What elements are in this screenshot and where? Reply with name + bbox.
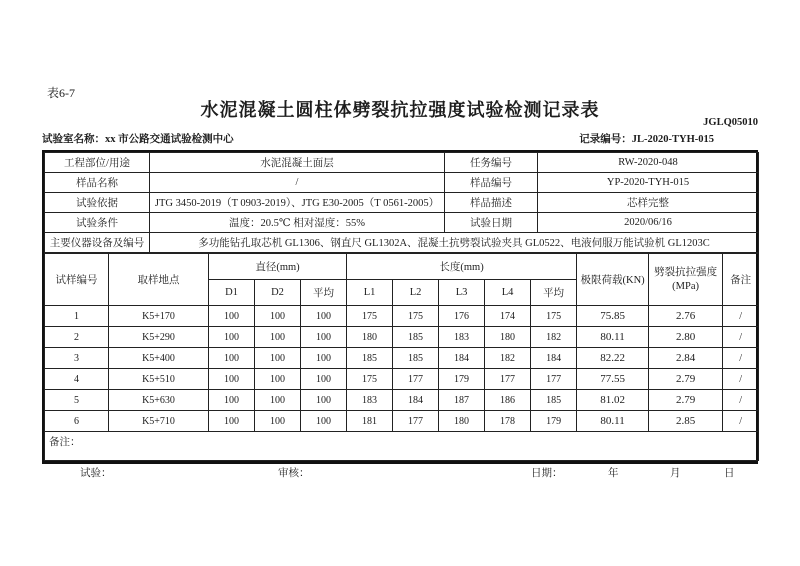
lab-record-line	[42, 131, 758, 146]
header-length-group: 长度(mm)	[347, 254, 577, 280]
table-row	[45, 369, 759, 390]
reviewer-label: 审核：	[278, 468, 310, 479]
main-table-body	[45, 306, 759, 432]
month-label: 月	[670, 468, 681, 479]
year-label: 年	[608, 468, 619, 479]
info-label-test-date: 试验日期	[445, 213, 538, 233]
cell-l3: 179	[439, 369, 485, 390]
cell-l1: 181	[347, 411, 393, 432]
header-location: 取样地点	[109, 254, 209, 306]
cell-d-avg: 100	[301, 327, 347, 348]
lab-name-label: 试验室名称：	[42, 134, 105, 145]
cell-strength: 2.79	[649, 369, 723, 390]
lab-name-field	[42, 131, 234, 146]
cell-l4: 178	[485, 411, 531, 432]
info-value-sample-no: YP-2020-TYH-015	[538, 173, 759, 193]
cell-d2: 100	[255, 327, 301, 348]
cell-ultimate-load: 82.22	[577, 348, 649, 369]
cell-l4: 174	[485, 306, 531, 327]
cell-l3: 183	[439, 327, 485, 348]
cell-remark: /	[723, 369, 759, 390]
cell-d2: 100	[255, 390, 301, 411]
header-l3: L3	[439, 280, 485, 306]
info-value-project: 水泥混凝土面层	[150, 153, 445, 173]
table-row	[45, 306, 759, 327]
cell-l-avg: 177	[531, 369, 577, 390]
info-label-project: 工程部位/用途	[45, 153, 150, 173]
info-value-sample-desc: 芯样完整	[538, 193, 759, 213]
table-row	[45, 348, 759, 369]
header-d-avg: 平均	[301, 280, 347, 306]
record-no-field	[579, 131, 714, 146]
cell-strength: 2.79	[649, 390, 723, 411]
cell-l4: 177	[485, 369, 531, 390]
cell-l3: 187	[439, 390, 485, 411]
header-l4: L4	[485, 280, 531, 306]
info-value-task-no: RW-2020-048	[538, 153, 759, 173]
footnote-row	[45, 432, 759, 461]
day-label: 日	[724, 468, 735, 479]
date-label: 日期：	[531, 468, 563, 479]
cell-ultimate-load: 77.55	[577, 369, 649, 390]
cell-d1: 100	[209, 411, 255, 432]
header-d1: D1	[209, 280, 255, 306]
header-row-group	[45, 254, 759, 280]
cell-location: K5+290	[109, 327, 209, 348]
cell-l3: 176	[439, 306, 485, 327]
cell-d1: 100	[209, 306, 255, 327]
info-label-sample-no: 样品编号	[445, 173, 538, 193]
cell-remark: /	[723, 411, 759, 432]
header-strength	[649, 254, 723, 306]
lab-name-value: xx 市公路交通试验检测中心	[105, 134, 234, 145]
cell-specimen-no: 5	[45, 390, 109, 411]
cell-specimen-no: 1	[45, 306, 109, 327]
cell-strength: 2.85	[649, 411, 723, 432]
cell-l1: 180	[347, 327, 393, 348]
cell-specimen-no: 4	[45, 369, 109, 390]
cell-l1: 175	[347, 306, 393, 327]
record-table	[42, 150, 758, 464]
cell-ultimate-load: 80.11	[577, 327, 649, 348]
cell-ultimate-load: 80.11	[577, 411, 649, 432]
table-row	[45, 193, 759, 213]
cell-l3: 180	[439, 411, 485, 432]
header-specimen-no: 试样编号	[45, 254, 109, 306]
info-value-test-basis: JTG 3450-2019（T 0903-2019）、JTG E30-2005（T 0561-2005）	[150, 193, 445, 213]
cell-d2: 100	[255, 348, 301, 369]
info-value-test-date: 2020/06/16	[538, 213, 759, 233]
cell-d2: 100	[255, 369, 301, 390]
table-row	[45, 327, 759, 348]
cell-location: K5+170	[109, 306, 209, 327]
cell-specimen-no: 3	[45, 348, 109, 369]
cell-l2: 185	[393, 348, 439, 369]
header-d2: D2	[255, 280, 301, 306]
table-row	[45, 411, 759, 432]
cell-l2: 184	[393, 390, 439, 411]
cell-remark: /	[723, 390, 759, 411]
cell-l4: 186	[485, 390, 531, 411]
cell-specimen-no: 2	[45, 327, 109, 348]
cell-d-avg: 100	[301, 306, 347, 327]
cell-strength: 2.84	[649, 348, 723, 369]
cell-d2: 100	[255, 306, 301, 327]
cell-location: K5+510	[109, 369, 209, 390]
cell-d-avg: 100	[301, 369, 347, 390]
cell-strength: 2.76	[649, 306, 723, 327]
signature-line	[0, 465, 800, 485]
form-code: JGLQ05010	[703, 117, 758, 128]
cell-l4: 180	[485, 327, 531, 348]
cell-ultimate-load: 81.02	[577, 390, 649, 411]
cell-d1: 100	[209, 369, 255, 390]
cell-l-avg: 184	[531, 348, 577, 369]
info-table	[44, 152, 759, 253]
info-value-test-condition: 温度：20.5℃ 相对湿度：55%	[150, 213, 445, 233]
page-title: 水泥混凝土圆柱体劈裂抗拉强度试验检测记录表	[200, 100, 600, 120]
table-row	[45, 173, 759, 193]
cell-l1: 183	[347, 390, 393, 411]
table-row	[45, 153, 759, 173]
cell-remark: /	[723, 348, 759, 369]
cell-l-avg: 175	[531, 306, 577, 327]
info-label-task-no: 任务编号	[445, 153, 538, 173]
cell-l1: 185	[347, 348, 393, 369]
header-strength-line1: 劈裂抗拉强度	[654, 267, 718, 279]
cell-d-avg: 100	[301, 348, 347, 369]
cell-l-avg: 185	[531, 390, 577, 411]
footnote-label: 备注：	[45, 432, 759, 461]
table-row	[45, 213, 759, 233]
cell-l3: 184	[439, 348, 485, 369]
cell-l4: 182	[485, 348, 531, 369]
cell-remark: /	[723, 327, 759, 348]
info-label-equipment: 主要仪器设备及编号	[45, 233, 150, 253]
header-ultimate-load: 极限荷载(KN)	[577, 254, 649, 306]
cell-strength: 2.80	[649, 327, 723, 348]
cell-l2: 177	[393, 411, 439, 432]
cell-l2: 185	[393, 327, 439, 348]
table-row	[45, 390, 759, 411]
cell-l-avg: 182	[531, 327, 577, 348]
cell-d-avg: 100	[301, 411, 347, 432]
table-number: 表6-7	[47, 86, 75, 100]
cell-location: K5+400	[109, 348, 209, 369]
record-no-value: JL-2020-TYH-015	[631, 134, 714, 145]
cell-l-avg: 179	[531, 411, 577, 432]
table-row	[45, 233, 759, 253]
cell-d2: 100	[255, 411, 301, 432]
measurement-table	[44, 253, 759, 461]
info-label-sample-desc: 样品描述	[445, 193, 538, 213]
cell-l2: 177	[393, 369, 439, 390]
header-remark: 备注	[723, 254, 759, 306]
info-label-test-condition: 试验条件	[45, 213, 150, 233]
cell-d-avg: 100	[301, 390, 347, 411]
header-strength-line2: (MPa)	[672, 280, 700, 292]
info-value-equipment: 多功能钻孔取芯机 GL1306、钢直尺 GL1302A、混凝土抗劈裂试验夹具 GL0522、电液伺服万能试验机 GL1203C	[150, 233, 759, 253]
info-value-sample-name: /	[150, 173, 445, 193]
cell-ultimate-load: 75.85	[577, 306, 649, 327]
header-l1: L1	[347, 280, 393, 306]
cell-d1: 100	[209, 327, 255, 348]
cell-location: K5+630	[109, 390, 209, 411]
header-diameter-group: 直径(mm)	[209, 254, 347, 280]
cell-specimen-no: 6	[45, 411, 109, 432]
info-label-sample-name: 样品名称	[45, 173, 150, 193]
info-label-test-basis: 试验依据	[45, 193, 150, 213]
cell-remark: /	[723, 306, 759, 327]
cell-d1: 100	[209, 390, 255, 411]
record-no-label: 记录编号：	[579, 134, 632, 145]
cell-location: K5+710	[109, 411, 209, 432]
header-l2: L2	[393, 280, 439, 306]
tester-label: 试验：	[80, 468, 112, 479]
cell-d1: 100	[209, 348, 255, 369]
cell-l2: 175	[393, 306, 439, 327]
header-l-avg: 平均	[531, 280, 577, 306]
cell-l1: 175	[347, 369, 393, 390]
